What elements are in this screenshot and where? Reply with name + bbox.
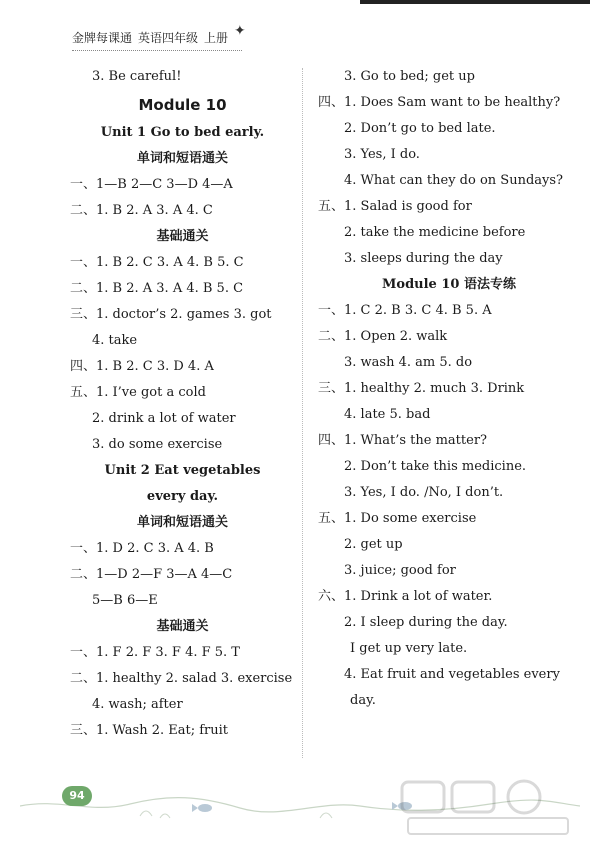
answer-line: 四、1. Does Sam want to be healthy? [318,95,561,110]
answer-line: 3. wash 4. am 5. do [344,355,473,370]
answer-line: 四、1. What’s the matter? [318,433,488,448]
answer-line: 二、1. Open 2. walk [318,329,448,344]
answer-line: 二、1. B 2. A 3. A 4. B 5. C [70,281,244,296]
section-title: 单词和短语通关 [136,515,228,530]
answer-line: 三、1. healthy 2. much 3. Drink [318,381,525,396]
answer-line: 3. Yes, I do. [344,147,420,162]
answer-line: 五、1. Salad is good for [318,199,472,214]
answer-line: 一、1. B 2. C 3. A 4. B 5. C [70,255,244,270]
header-brand: 金牌每课通 [72,30,133,45]
section-title: 基础通关 [156,229,209,244]
section-title: 单词和短语通关 [136,151,228,166]
answer-line: 二、1—D 2—F 3—A 4—C [70,567,233,582]
module-title: Module 10 [138,96,227,114]
answer-line: 二、1. healthy 2. salad 3. exercise [70,671,293,686]
answer-line: 一、1—B 2—C 3—D 4—A [70,177,233,192]
answer-line: 一、1. D 2. C 3. A 4. B [70,541,214,556]
column-divider [302,68,303,758]
answer-line: I get up very late. [350,641,468,656]
watermark-logo-icon [398,776,578,840]
answer-line: 4. wash; after [92,697,183,712]
header-divider [72,50,242,51]
answer-line: 3. Be careful! [92,69,182,84]
header-volume: 上册 [204,30,229,45]
page-header [72,23,246,48]
answer-line: 三、1. doctor’s 2. games 3. got [70,307,272,322]
unit-title: Unit 2 Eat vegetables [104,463,261,478]
left-column [70,64,295,744]
answer-line: 3. sleeps during the day [344,251,503,266]
unit-title: Unit 1 Go to bed early. [100,125,265,140]
answer-line: 3. juice; good for [344,563,456,578]
answer-line: 一、1. C 2. B 3. C 4. B 5. A [318,303,492,318]
answer-line: 4. late 5. bad [344,407,431,422]
answer-line: 5—B 6—E [92,593,158,608]
section-title: 基础通关 [156,619,209,634]
answer-line: 五、1. Do some exercise [318,511,477,526]
section-title: Module 10 语法专练 [382,277,516,292]
answer-line: 2. Don’t go to bed late. [344,121,496,136]
answer-line: 4. take [92,333,138,348]
answer-line: 3. Yes, I do. /No, I don’t. [344,485,504,500]
answer-line: 六、1. Drink a lot of water. [318,589,493,604]
answer-line: 2. get up [344,537,403,552]
answer-line: 二、1. B 2. A 3. A 4. C [70,203,213,218]
answer-line: 五、1. I’ve got a cold [70,385,206,400]
answer-line: 一、1. F 2. F 3. F 4. F 5. T [70,645,240,660]
answer-line: 三、1. Wash 2. Eat; fruit [70,723,228,738]
answer-line: 4. What can they do on Sundays? [344,173,564,188]
page-number-badge: 94 [62,786,92,806]
answer-line: 2. take the medicine before [344,225,526,240]
answer-line: 四、1. B 2. C 3. D 4. A [70,359,214,374]
answer-line: 3. do some exercise [92,437,223,452]
header-subject: 英语四年级 [138,30,199,45]
sparkle-icon: ✦ [234,23,246,39]
answer-line: day. [350,693,376,708]
answer-line: 2. drink a lot of water [92,411,236,426]
right-column [318,64,580,714]
unit-title: every day. [146,489,219,504]
answer-line: 3. Go to bed; get up [344,69,475,84]
answer-line: 2. I sleep during the day. [344,615,508,630]
top-edge-bar [360,0,590,4]
fish-icon [192,804,212,812]
answer-line: 4. Eat fruit and vegetables every [344,667,560,682]
answer-line: 2. Don’t take this medicine. [344,459,527,474]
